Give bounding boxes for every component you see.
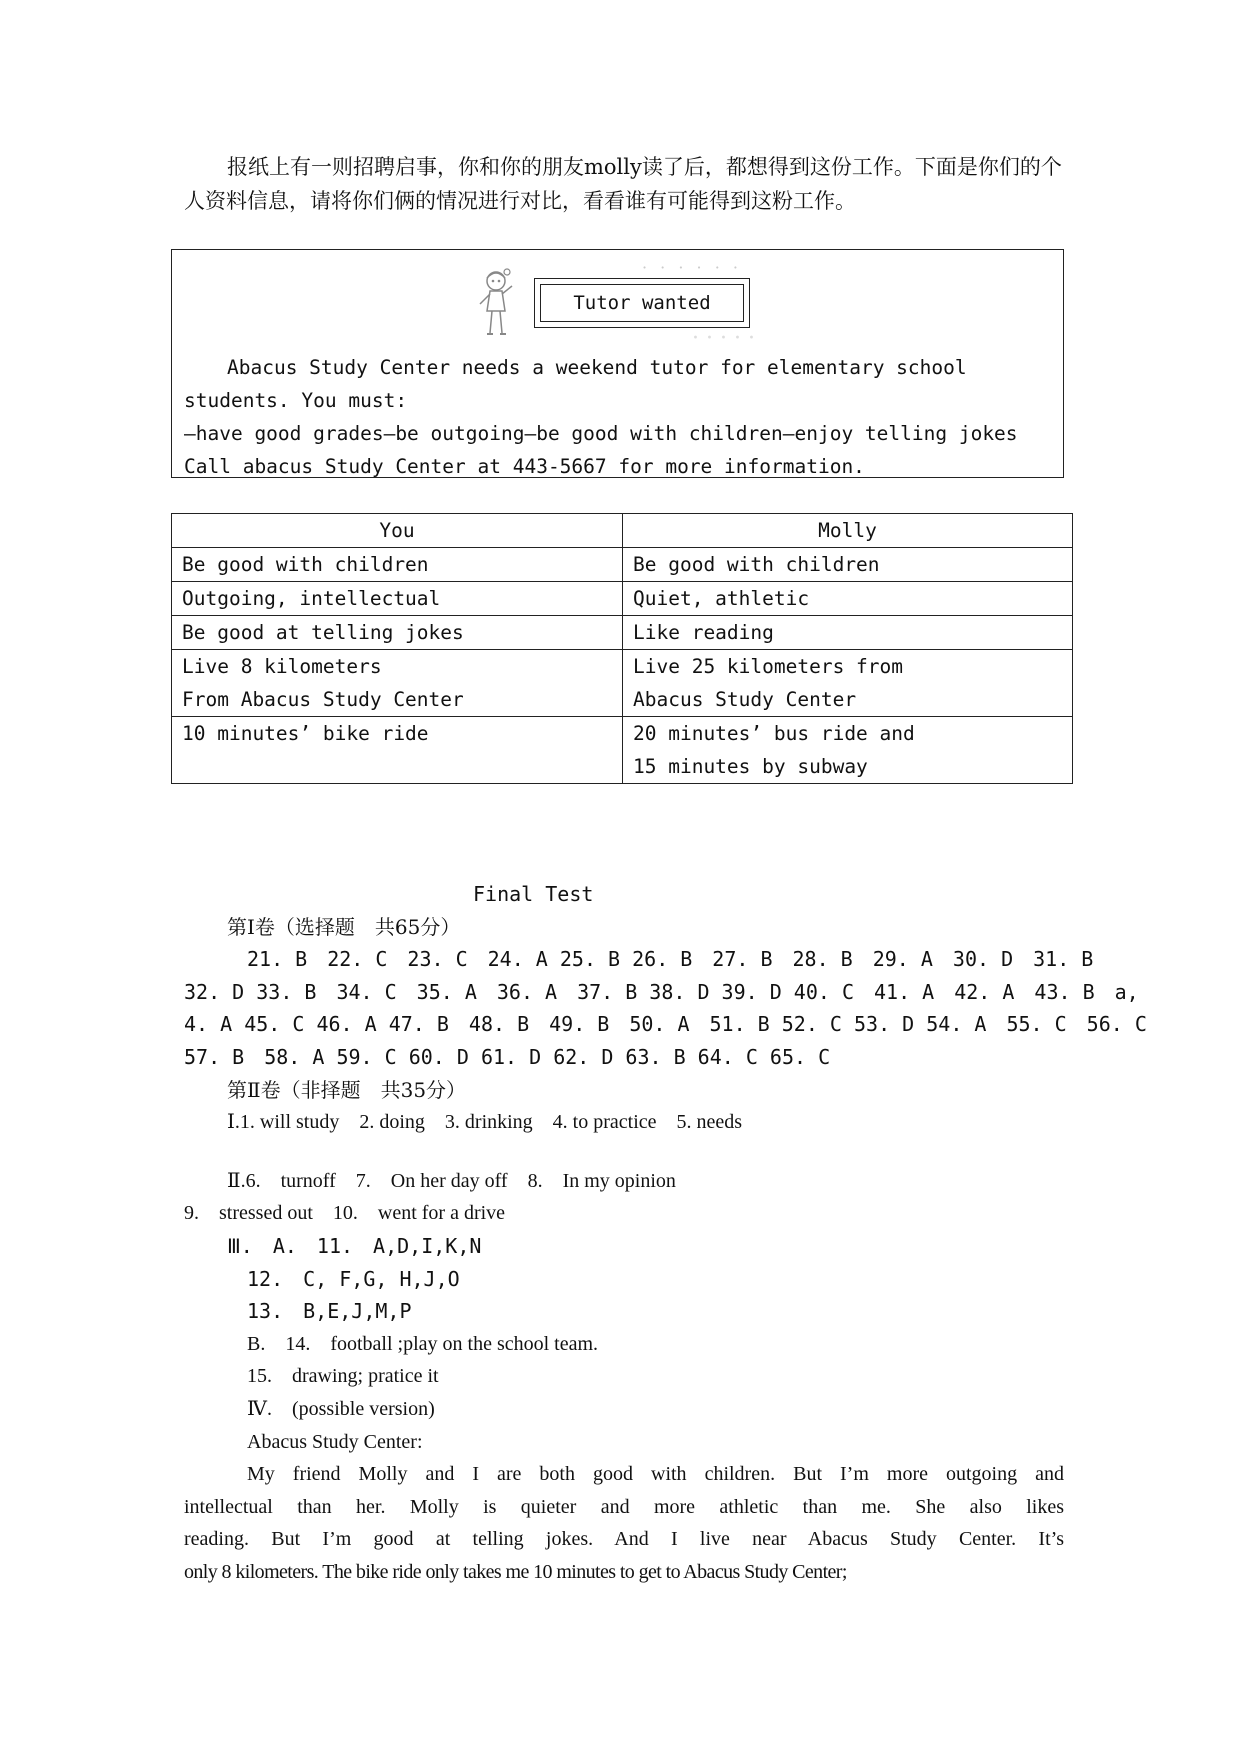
section3-answers: B. 14. football ;play on the school team. [247, 1332, 599, 1355]
essay-line: intellectual than her. Molly is quieter and more athletic than me. She also likes [184, 1495, 1064, 1518]
ad-title-frame [534, 278, 750, 328]
intro-paragraph [184, 150, 1074, 218]
intro-text: 报纸上有一则招聘启事，你和你的朋友molly读了后，都想得到这份工作。下面是你们的个人资料信息，请将你们俩的情况进行对比，看看谁有可能得到这粉工作。 [184, 155, 1062, 213]
cell-molly: Quiet, athletic [623, 582, 1073, 616]
comparison-table [171, 513, 1073, 784]
section4-heading: Ⅳ. (possible version) [247, 1397, 435, 1420]
table-row [172, 717, 1073, 784]
table-row [172, 548, 1073, 582]
part1-answers-line: 32. D 33. B 34. C 35. A 36. A 37. B 38. D 39. D 40. C 41. A 42. A 43. B a, [184, 979, 1139, 1004]
faded-watermark: · · · · · · · · · · · [642, 258, 755, 351]
blank-spacer [184, 1139, 1064, 1165]
section3-answers: 15. drawing; pratice it [247, 1365, 439, 1388]
section3-answers: Ⅲ. A. 11. A,D,I,K,N [227, 1233, 482, 1258]
ad-line-requirements: —have good grades—be outgoing—be good with children—enjoy telling jokes Call abacus Study Center at 443-5667 for more information. [184, 422, 1018, 478]
part1-heading: 第Ⅰ卷（选择题 共65分） [227, 914, 461, 939]
ad-title: Tutor wanted [540, 284, 744, 322]
cell-you: Be good at telling jokes [172, 616, 623, 650]
part1-answers-line: 4. A 45. C 46. A 47. B 48. B 49. B 50. A 51. B 52. C 53. D 54. A 55. C 56. C [184, 1012, 1147, 1037]
cartoon-girl-icon [477, 267, 519, 339]
essay-line: only 8 kilometers. The bike ride only takes me 10 minutes to get to Abacus Study Center; [184, 1560, 847, 1583]
cell-molly: Be good with children [623, 548, 1073, 582]
cell-you: 10 minutes’ bike ride [172, 717, 623, 784]
cell-you: Live 8 kilometers From Abacus Study Center [172, 650, 623, 717]
essay-salutation: Abacus Study Center: [247, 1430, 423, 1453]
cell-you: Be good with children [172, 548, 623, 582]
cell-you: Outgoing, intellectual [172, 582, 623, 616]
table-row [172, 650, 1073, 717]
essay-line: reading. But I’m good at telling jokes. And I live near Abacus Study Center. It’s [184, 1528, 1064, 1551]
table-row [172, 616, 1073, 650]
job-advertisement [171, 249, 1064, 478]
section3-answers: 13. B,E,J,M,P [247, 1299, 412, 1324]
part1-answers-line: 21. B 22. C 23. C 24. A 25. B 26. B 27. B 28. B 29. A 30. D 31. B [247, 947, 1094, 972]
table-header-row [172, 514, 1073, 548]
cell-molly: Like reading [623, 616, 1073, 650]
ad-line-requirements-intro: Abacus Study Center needs a weekend tutor for elementary school students. You must: [184, 356, 967, 412]
part1-answers-line: 57. B 58. A 59. C 60. D 61. D 62. D 63. B 64. C 65. C [184, 1044, 831, 1069]
header-molly: Molly [623, 514, 1073, 548]
part2-heading: 第Ⅱ卷（非择题 共35分） [227, 1077, 467, 1102]
answer-key-title: Final Test [473, 882, 594, 906]
cell-molly: 20 minutes’ bus ride and 15 minutes by subway [623, 717, 1073, 784]
essay-line: My friend Molly and I are both good with children. But I’m more outgoing and [247, 1463, 1064, 1486]
answer-key [184, 878, 1147, 1588]
header-you: You [172, 514, 623, 548]
table-row [172, 582, 1073, 616]
section3-answers: 12. C, F,G, H,J,O [247, 1266, 460, 1291]
section2-answers: Ⅱ.6. turnoff 7. On her day off 8. In my opinion [227, 1169, 676, 1192]
section1-answers: Ⅰ.1. will study 2. doing 3. drinking 4. to practice 5. needs [227, 1111, 743, 1134]
essay-body [184, 1458, 1064, 1588]
section2-answers: 9. stressed out 10. went for a drive [184, 1202, 506, 1225]
cell-molly: Live 25 kilometers from Abacus Study Center [623, 650, 1073, 717]
ad-body [184, 351, 1054, 483]
